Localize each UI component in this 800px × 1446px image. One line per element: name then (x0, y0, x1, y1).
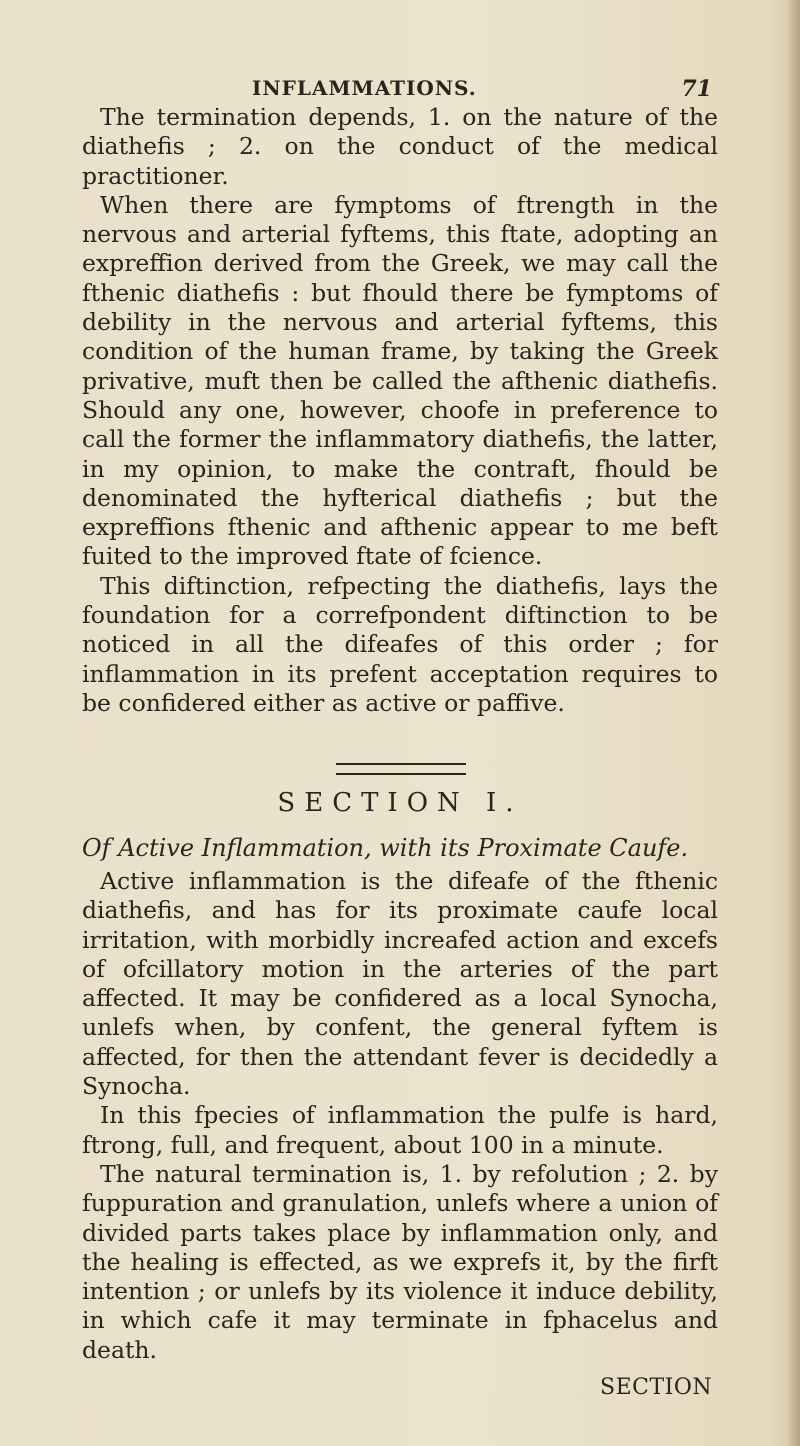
intro-paragraph-1: The termination depends, 1. on the nature of the diathefis ; 2. on the conduct of the medical practitioner. (82, 103, 718, 190)
intro-text (82, 103, 718, 718)
page-number: 71 (681, 76, 712, 102)
section-text (82, 867, 718, 1365)
section-paragraph-3: The natural termination is, 1. by refolution ; 2. by fuppuration and granulation, unlefs where a union of divided parts takes place by inflammation only, and the healing is effected, as we exprefs it, by the firft intention ; or unlefs by its violence it induce debility, in which cafe it may terminate in fphacelus and death. (82, 1159, 718, 1364)
section-heading: SECTION I. (277, 788, 523, 818)
catchword: SECTION (600, 1375, 713, 1400)
section-subtitle: Of Active Inflammation, with its Proximate Caufe. (82, 834, 689, 862)
section-paragraph-2: In this fpecies of inflammation the pulfe is hard, ftrong, full, and frequent, about 100 in a minute. (82, 1101, 718, 1159)
section-paragraph-1: Active inflammation is the difeafe of the fthenic diathefis, and has for its proximate caufe local irritation, with morbidly increafed action and excefs of ofcillatory motion in the arteries of the part affected. It may be confidered as a local Synocha, unlefs when, by confent, the general fyftem is affected, for then the attendant fever is decidedly a Synocha. (82, 867, 718, 1101)
intro-paragraph-3: This diftinction, refpecting the diathefis, lays the foundation for a correfpondent diftinction to be noticed in all the difeafes of this order ; for inflammation in its prefent acceptation requires to be confidered either as active or paffive. (82, 571, 718, 717)
section-divider-rule (336, 763, 466, 775)
page-edge-shadow (786, 0, 800, 1446)
running-head: INFLAMMATIONS. (252, 76, 477, 100)
intro-paragraph-2: When there are fymptoms of ftrength in the nervous and arterial fyftems, this ftate, adopting an expreffion derived from the Greek, we may call the fthenic diathefis : but fhould there be fymptoms of debility in the nervous and arterial fyftems, this condition of the human frame, by taking the Greek privative, muft then be called the afthenic diathefis. Should any one, however, choofe in preference to call the former the inflammatory diathefis, the latter, in my opinion, to make the contraft, fhould be denominated the hyfterical diathefis ; but the expreffions fthenic and afthenic appear to me beft fuited to the improved ftate of fcience. (82, 190, 718, 571)
page-header (252, 76, 712, 106)
